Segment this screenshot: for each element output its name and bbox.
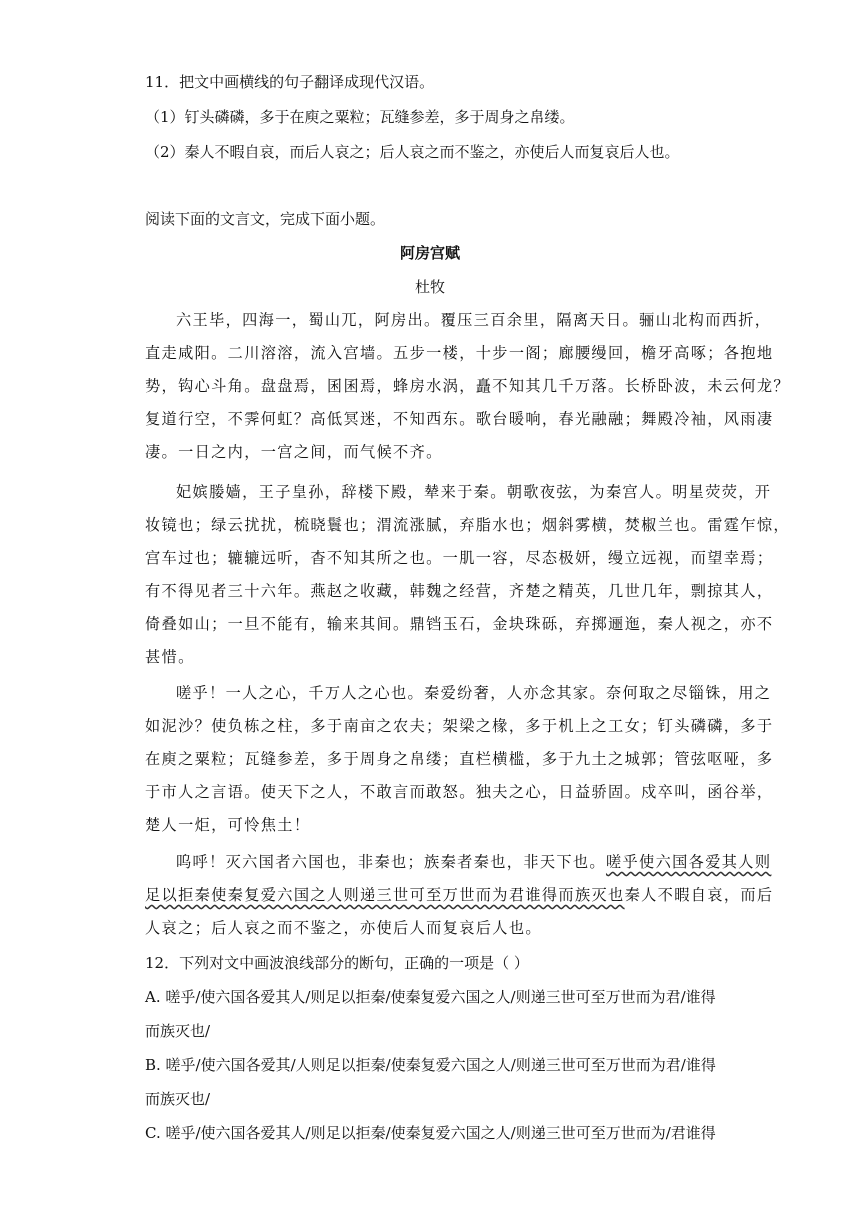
passage-line: 妆镜也；绿云扰扰，梳晓鬟也；渭流涨腻，弃脂水也；烟斜雾横，焚椒兰也。雷霆乍惊，: [145, 516, 790, 534]
passage-line: 直走咸阳。二川溶溶，流入宫墙。五步一楼，十步一阁；廊腰缦回，檐牙高啄；各抱地: [145, 344, 774, 362]
passage-line: 宫车过也；辘辘远听，杳不知其所之也。一肌一容，尽态极妍，缦立远视，而望幸焉；: [145, 549, 774, 567]
q12-option-a-cont: 而族灭也/: [145, 1022, 211, 1040]
reading-instruction: 阅读下面的文言文，完成下面小题。: [145, 210, 386, 228]
q11-sentence-2: （2）秦人不暇自哀，而后人哀之；后人哀之而不鉴之，亦使后人而复哀后人也。: [145, 143, 680, 161]
passage-text: 呜呼！灭六国者六国也，非秦也；族秦者秦也，非天下也。: [176, 853, 606, 871]
passage-line: 妃嫔媵嫱，王子皇孙，辞楼下殿，辇来于秦。朝歌夜弦，为秦宫人。明星荧荧，开: [176, 483, 772, 501]
passage-line: 有不得见者三十六年。燕赵之收藏，韩魏之经营，齐楚之精英，几世几年，剽掠其人，: [145, 582, 774, 600]
passage-line: 复道行空，不霁何虹？高低冥迷，不知西东。歌台暖响，春光融融；舞殿冷袖，风雨凄: [145, 410, 774, 428]
passage-text: 秦人不暇自哀，而后: [624, 886, 774, 904]
passage-line: 六王毕，四海一，蜀山兀，阿房出。覆压三百余里，隔离天日。骊山北构而西折，: [176, 311, 772, 329]
q12-stem: 12．下列对文中画波浪线部分的断句，正确的一项是（ ）: [145, 954, 529, 972]
passage-author: 杜牧: [414, 278, 445, 296]
q12-option-b-cont: 而族灭也/: [145, 1090, 211, 1108]
q11-sentence-1: （1）钉头磷磷，多于在庾之粟粒；瓦缝参差，多于周身之帛缕。: [145, 108, 575, 126]
passage-line: 楚人一炬，可怜焦土！: [145, 816, 311, 834]
q11-stem: 11．把文中画横线的句子翻译成现代汉语。: [145, 73, 435, 91]
q12-option-a: A. 嗟乎/使六国各爱其人/则足以拒秦/使秦复爱六国之人/则递三世可至万世而为君/谁得: [145, 988, 716, 1006]
passage-line: 凄。一日之内，一宫之间，而气候不齐。: [145, 443, 443, 461]
passage-line: 于市人之言语。使天下之人，不敢言而敢怒。独夫之心，日益骄固。戍卒叫，函谷举，: [145, 783, 774, 801]
passage-title: 阿房宫赋: [399, 244, 460, 262]
passage-line: 嗟乎！一人之心，千万人之心也。秦爱纷奢，人亦念其家。奈何取之尽锱铢，用之: [176, 684, 772, 702]
passage-line: 势，钩心斗角。盘盘焉，囷囷焉，蜂房水涡，矗不知其几千万落。长桥卧波，未云何龙？: [145, 377, 790, 395]
passage-line: 在庾之粟粒；瓦缝参差，多于周身之帛缕；直栏横槛，多于九土之城郭；管弦呕哑，多: [145, 750, 774, 768]
passage-line: 倚叠如山；一旦不能有，输来其间。鼎铛玉石，金块珠砾，弃掷逦迤，秦人视之，亦不: [145, 615, 774, 633]
passage-line: [176, 852, 771, 872]
passage-line: 如泥沙？使负栋之柱，多于南亩之农夫；架梁之椽，多于机上之工女；钉头磷磷，多于: [145, 717, 774, 735]
wavy-underlined-text: 嗟乎使六国各爱其人则: [605, 853, 772, 871]
q12-option-b: B. 嗟乎/使六国各爱其/人则足以拒秦/使秦复爱六国之人/则递三世可至万世而为君/谁得: [145, 1056, 716, 1074]
wavy-underlined-text: 足以拒秦使秦复爱六国之人则递三世可至万世而为君谁得而族灭也: [145, 886, 625, 904]
passage-line: [145, 885, 773, 905]
q12-option-c: C. 嗟乎/使六国各爱其人/则足以拒秦/使秦复爱六国之人/则递三世可至万世而为/君谁得: [145, 1124, 716, 1142]
passage-line: 甚惜。: [145, 648, 195, 666]
passage-line: 人哀之；后人哀之而不鉴之，亦使后人而复哀后人也。: [145, 919, 542, 937]
